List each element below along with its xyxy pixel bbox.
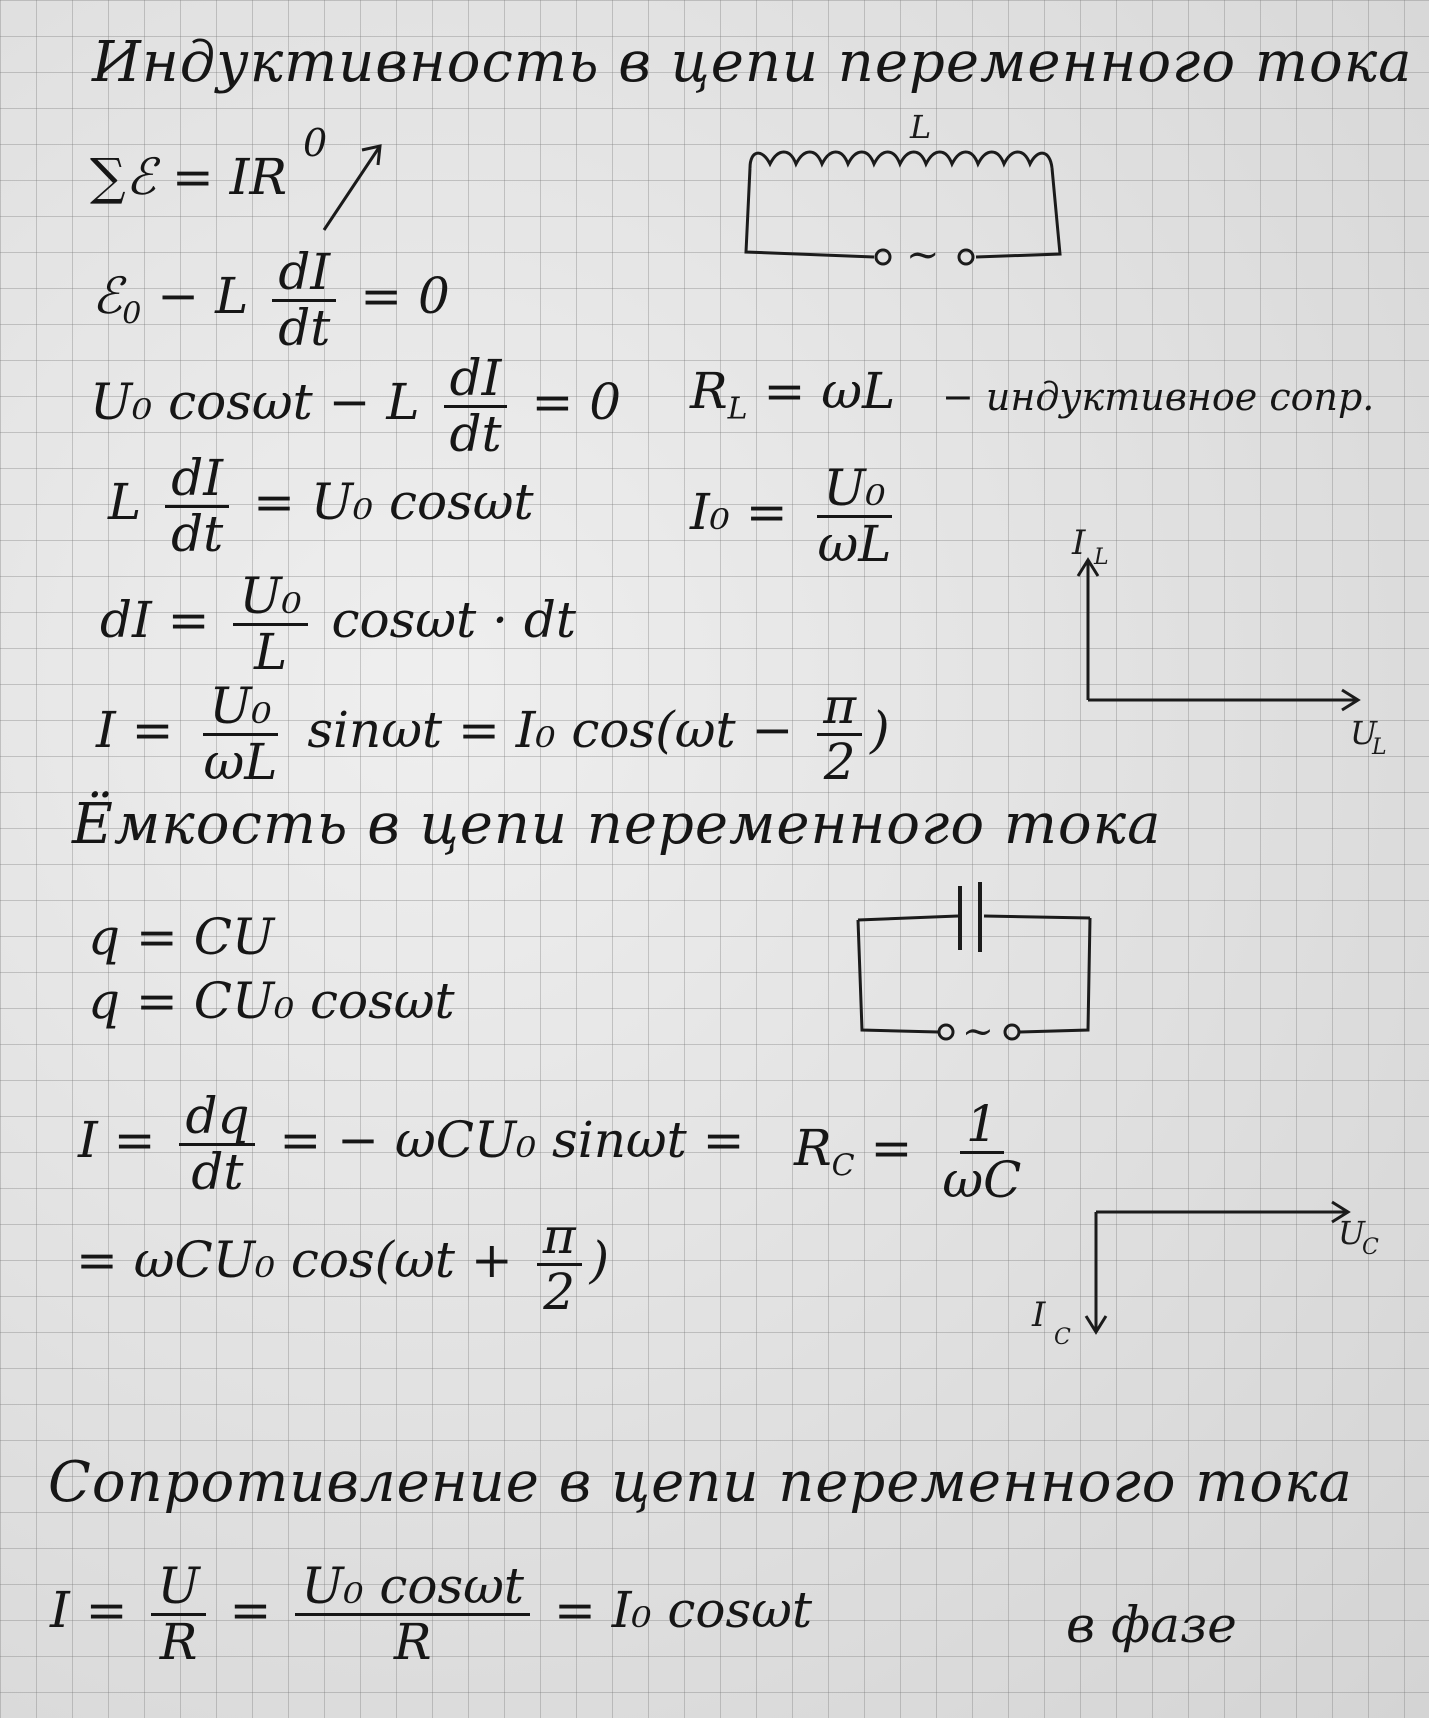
capacitor-source-symbol: ~ <box>962 1009 994 1045</box>
eq-i0 <box>690 459 905 573</box>
eq-cont-pi-den: 2 <box>543 1262 576 1321</box>
eq-di-den: L <box>253 622 288 681</box>
eq-q-cu: q = CU <box>88 908 275 966</box>
eq-emf-sub: 0 <box>122 296 142 332</box>
ul-axis-sub: L <box>1372 735 1387 760</box>
eq-l-num: dI <box>165 452 229 508</box>
ic-axis-label: I <box>1032 1295 1046 1335</box>
resistance-heading: Сопротивление в цепи переменного тока <box>48 1450 1353 1515</box>
capacitance-heading: Ёмкость в цепи переменного тока <box>72 792 1162 857</box>
coil-icon <box>750 152 1052 168</box>
i0-den: ωL <box>817 514 892 573</box>
eq-u-right: = 0 <box>531 373 622 431</box>
eq-i-pi-fraction <box>817 677 862 791</box>
eq-emf-num: dI <box>272 246 336 302</box>
uc-axis-label: U <box>1338 1214 1365 1252</box>
eq-i-left: I = <box>96 701 174 759</box>
eq-rl <box>690 362 895 427</box>
eq-emf-fraction <box>272 243 336 357</box>
inductor-source-symbol: ~ <box>906 232 940 272</box>
r-zero-mark: 0 <box>302 121 328 165</box>
capacitance-phase-axes <box>1030 1180 1390 1380</box>
rc-eq: = <box>870 1119 913 1177</box>
eq-ic-left: I = <box>78 1111 156 1169</box>
eq-i-fraction <box>197 677 283 791</box>
eq-emf-left: ℰ <box>92 267 123 325</box>
in-phase-note: в фазе <box>1066 1596 1237 1654</box>
eq-u-fraction <box>444 349 508 463</box>
eq-r-right: = I₀ cosωt <box>553 1581 813 1639</box>
rc-left: R <box>794 1119 832 1177</box>
inductance-phase-axes <box>1050 520 1390 770</box>
i0-num: U₀ <box>817 462 891 518</box>
eq-r-den1: R <box>159 1612 198 1671</box>
rc-fraction <box>936 1095 1027 1209</box>
rl-left: R <box>690 362 728 420</box>
eq-cont-pi-fraction <box>537 1207 582 1321</box>
inductance-heading: Индуктивность в цепи переменного тока <box>92 30 1413 95</box>
eq-i-inductance <box>96 677 890 791</box>
eq-di-fraction <box>233 567 307 681</box>
i0-left: I₀ = <box>690 483 788 541</box>
eq-cont-text: = ωCU₀ cos(ωt + <box>76 1231 513 1289</box>
eq-l-den: dt <box>171 504 224 563</box>
eq-i-num: U₀ <box>203 680 277 736</box>
i0-fraction <box>812 459 898 573</box>
rc-num: 1 <box>960 1098 1004 1154</box>
eq-cont-pi-num: π <box>537 1210 582 1266</box>
eq-i-right: sinωt = I₀ cos(ωt − <box>307 701 794 759</box>
coil-label: L <box>910 112 932 146</box>
eq-ic-fraction <box>179 1087 255 1201</box>
ul-axis-label: U <box>1350 714 1377 752</box>
eq-di-num: U₀ <box>233 570 307 626</box>
eq-r-num1: U <box>151 1560 205 1616</box>
eq-u-num: dI <box>444 352 508 408</box>
eq-ic-num: dq <box>179 1090 255 1146</box>
eq-u-den: dt <box>449 404 502 463</box>
eq-sum-emf <box>90 121 328 206</box>
rl-right: = ωL <box>763 362 896 420</box>
eq-cont-close: ) <box>589 1231 610 1289</box>
uc-axis-sub: C <box>1362 1235 1379 1260</box>
il-axis-sub: L <box>1094 545 1109 570</box>
eq-di <box>100 567 576 681</box>
eq-emf-self-induction <box>92 243 450 357</box>
capacitor-circuit-diagram <box>850 870 1100 1045</box>
eq-emf-right: = 0 <box>360 267 450 325</box>
eq-i-capacitance <box>78 1087 745 1201</box>
rl-note: − индуктивное сопр. <box>942 375 1375 419</box>
eq-ohm-ac <box>50 1557 813 1671</box>
eq-i-close: ) <box>870 701 890 759</box>
eq-di-left: dI = <box>100 591 210 649</box>
rc-sub: C <box>831 1148 855 1184</box>
eq-di-right: cosωt · dt <box>331 591 576 649</box>
rl-sub: L <box>727 391 748 427</box>
eq-r-left: I = <box>50 1581 128 1639</box>
eq-ic-den: dt <box>191 1142 244 1201</box>
eq-u-left: U₀ cosωt − L <box>90 373 420 431</box>
eq-r-den2: R <box>393 1612 432 1671</box>
eq-capacitance-continued <box>76 1207 610 1321</box>
eq-sum-emf-text: ∑ℰ = IR <box>90 148 288 206</box>
eq-r-fraction-1 <box>151 1557 205 1671</box>
ic-axis-sub: C <box>1054 1325 1071 1350</box>
eq-i-pi-num: π <box>817 680 862 736</box>
eq-r-eq: = <box>229 1581 272 1639</box>
eq-rc <box>794 1095 1035 1209</box>
eq-l-didt <box>108 449 534 563</box>
eq-r-fraction-2 <box>295 1557 530 1671</box>
il-axis-label: I <box>1072 523 1086 563</box>
eq-l-left: L <box>108 473 142 531</box>
eq-l-right: = U₀ cosωt <box>253 473 534 531</box>
eq-r-num2: U₀ cosωt <box>295 1560 530 1616</box>
eq-i-pi-den: 2 <box>823 732 856 791</box>
eq-ic-right: = − ωCU₀ sinωt = <box>279 1111 745 1169</box>
eq-emf-den: dt <box>278 298 331 357</box>
eq-u-cos <box>90 349 622 463</box>
inductor-circuit-diagram <box>740 112 1090 272</box>
eq-i-den: ωL <box>203 732 278 791</box>
r-to-zero-arrow <box>318 132 408 242</box>
eq-l-fraction <box>165 449 229 563</box>
eq-emf-mid: − L <box>157 267 249 325</box>
eq-q-cu-cos: q = CU₀ cosωt <box>88 972 455 1030</box>
rc-den: ωC <box>942 1150 1022 1209</box>
